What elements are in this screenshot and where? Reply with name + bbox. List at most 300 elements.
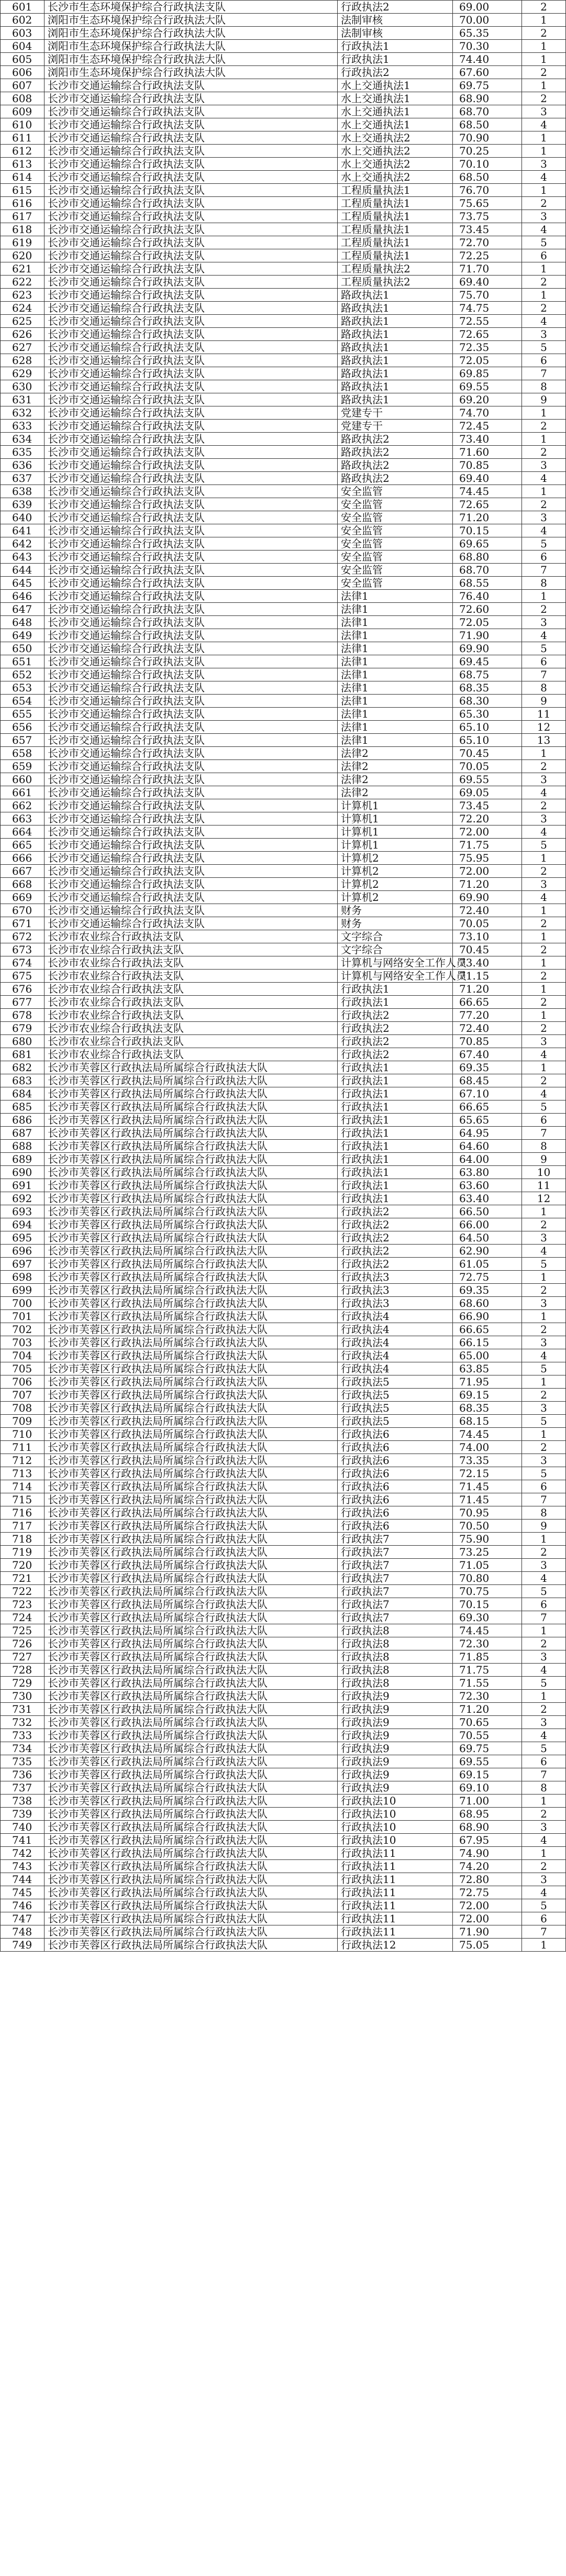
unit-name: 长沙市交通运输综合行政执法支队 — [45, 655, 338, 668]
rank: 1 — [522, 1428, 566, 1441]
rank: 5 — [522, 1100, 566, 1114]
table-row — [1, 446, 566, 459]
unit-name: 长沙市芙蓉区行政执法局所属综合行政执法大队 — [45, 1690, 338, 1703]
row-number: 624 — [1, 302, 45, 315]
table-row — [1, 197, 566, 210]
rank: 7 — [522, 1768, 566, 1781]
row-number: 678 — [1, 1009, 45, 1022]
rank: 2 — [522, 1022, 566, 1035]
table-row — [1, 354, 566, 367]
score: 65.10 — [453, 721, 522, 734]
position-name: 计算机与网络安全工作人员 — [338, 970, 453, 983]
rank: 3 — [522, 1454, 566, 1467]
unit-name: 长沙市交通运输综合行政执法支队 — [45, 891, 338, 904]
rank: 7 — [522, 1925, 566, 1939]
table-row — [1, 786, 566, 799]
row-number: 725 — [1, 1624, 45, 1637]
table-row — [1, 655, 566, 668]
position-name: 行政执法9 — [338, 1768, 453, 1781]
rank: 2 — [522, 943, 566, 956]
position-name: 行政执法8 — [338, 1624, 453, 1637]
rank: 2 — [522, 970, 566, 983]
unit-name: 长沙市交通运输综合行政执法支队 — [45, 249, 338, 262]
rank: 1 — [522, 1847, 566, 1860]
row-number: 736 — [1, 1768, 45, 1781]
row-number: 682 — [1, 1061, 45, 1074]
rank: 3 — [522, 1821, 566, 1834]
table-row — [1, 158, 566, 171]
position-name: 行政执法8 — [338, 1650, 453, 1664]
rank: 5 — [522, 537, 566, 551]
table-row — [1, 1009, 566, 1022]
row-number: 603 — [1, 27, 45, 40]
unit-name: 长沙市芙蓉区行政执法局所属综合行政执法大队 — [45, 1703, 338, 1716]
row-number: 664 — [1, 825, 45, 839]
row-number: 686 — [1, 1114, 45, 1127]
score: 66.65 — [453, 1323, 522, 1336]
position-name: 行政执法1 — [338, 1153, 453, 1166]
score: 68.90 — [453, 1821, 522, 1834]
row-number: 663 — [1, 812, 45, 825]
row-number: 634 — [1, 433, 45, 446]
table-row — [1, 1048, 566, 1061]
rank: 1 — [522, 1205, 566, 1218]
row-number: 704 — [1, 1349, 45, 1362]
row-number: 623 — [1, 289, 45, 302]
row-number: 723 — [1, 1598, 45, 1611]
rank: 3 — [522, 1873, 566, 1886]
score: 74.45 — [453, 485, 522, 498]
rank: 13 — [522, 734, 566, 747]
table-row — [1, 1284, 566, 1297]
table-row — [1, 708, 566, 721]
row-number: 628 — [1, 354, 45, 367]
table-row — [1, 145, 566, 158]
unit-name: 长沙市芙蓉区行政执法局所属综合行政执法大队 — [45, 1493, 338, 1506]
score: 72.70 — [453, 236, 522, 249]
unit-name: 长沙市交通运输综合行政执法支队 — [45, 197, 338, 210]
position-name: 水上交通执法2 — [338, 171, 453, 184]
rank: 2 — [522, 1, 566, 14]
position-name: 行政执法2 — [338, 66, 453, 79]
unit-name: 长沙市交通运输综合行政执法支队 — [45, 406, 338, 420]
position-name: 党建专干 — [338, 406, 453, 420]
table-row — [1, 1349, 566, 1362]
rank: 5 — [522, 1742, 566, 1755]
score: 70.00 — [453, 14, 522, 27]
position-name: 行政执法7 — [338, 1572, 453, 1585]
unit-name: 长沙市芙蓉区行政执法局所属综合行政执法大队 — [45, 1755, 338, 1768]
score: 71.75 — [453, 1664, 522, 1677]
row-number: 613 — [1, 158, 45, 171]
table-row — [1, 891, 566, 904]
table-row — [1, 721, 566, 734]
score: 63.40 — [453, 1192, 522, 1205]
score: 74.40 — [453, 53, 522, 66]
unit-name: 长沙市芙蓉区行政执法局所属综合行政执法大队 — [45, 1297, 338, 1310]
position-name: 行政执法11 — [338, 1912, 453, 1925]
position-name: 行政执法4 — [338, 1349, 453, 1362]
table-row — [1, 537, 566, 551]
rank: 2 — [522, 420, 566, 433]
unit-name: 长沙市交通运输综合行政执法支队 — [45, 315, 338, 328]
row-number: 641 — [1, 524, 45, 537]
rank: 2 — [522, 1546, 566, 1559]
position-name: 行政执法2 — [338, 1048, 453, 1061]
score: 69.55 — [453, 1755, 522, 1768]
row-number: 673 — [1, 943, 45, 956]
row-number: 719 — [1, 1546, 45, 1559]
rank: 4 — [522, 1572, 566, 1585]
unit-name: 长沙市芙蓉区行政执法局所属综合行政执法大队 — [45, 1362, 338, 1375]
score: 71.85 — [453, 1650, 522, 1664]
row-number: 632 — [1, 406, 45, 420]
position-name: 行政执法7 — [338, 1598, 453, 1611]
rank: 1 — [522, 983, 566, 996]
position-name: 计算机2 — [338, 878, 453, 891]
unit-name: 长沙市交通运输综合行政执法支队 — [45, 420, 338, 433]
unit-name: 长沙市农业综合行政执法支队 — [45, 943, 338, 956]
table-row — [1, 1402, 566, 1415]
position-name: 水上交通执法1 — [338, 118, 453, 131]
unit-name: 长沙市交通运输综合行政执法支队 — [45, 328, 338, 341]
table-row — [1, 1873, 566, 1886]
row-number: 605 — [1, 53, 45, 66]
rank: 3 — [522, 1336, 566, 1349]
table-row — [1, 1074, 566, 1087]
row-number: 738 — [1, 1795, 45, 1808]
unit-name: 长沙市交通运输综合行政执法支队 — [45, 917, 338, 930]
unit-name: 长沙市交通运输综合行政执法支队 — [45, 904, 338, 917]
rank: 2 — [522, 1218, 566, 1231]
unit-name: 长沙市交通运输综合行政执法支队 — [45, 459, 338, 472]
table-row — [1, 747, 566, 760]
position-name: 安全监管 — [338, 511, 453, 524]
row-number: 744 — [1, 1873, 45, 1886]
position-name: 行政执法4 — [338, 1310, 453, 1323]
table-row — [1, 865, 566, 878]
unit-name: 长沙市农业综合行政执法支队 — [45, 1022, 338, 1035]
position-name: 路政执法1 — [338, 367, 453, 380]
unit-name: 长沙市芙蓉区行政执法局所属综合行政执法大队 — [45, 1808, 338, 1821]
row-number: 618 — [1, 223, 45, 236]
table-row — [1, 917, 566, 930]
score: 70.85 — [453, 1035, 522, 1048]
row-number: 691 — [1, 1179, 45, 1192]
row-number: 729 — [1, 1677, 45, 1690]
score: 71.20 — [453, 983, 522, 996]
row-number: 731 — [1, 1703, 45, 1716]
table-row — [1, 1127, 566, 1140]
unit-name: 长沙市交通运输综合行政执法支队 — [45, 472, 338, 485]
score: 67.10 — [453, 1087, 522, 1100]
rank: 5 — [522, 236, 566, 249]
rank: 7 — [522, 367, 566, 380]
rank: 1 — [522, 40, 566, 53]
score: 72.55 — [453, 315, 522, 328]
score: 71.15 — [453, 970, 522, 983]
position-name: 行政执法6 — [338, 1467, 453, 1480]
row-number: 661 — [1, 786, 45, 799]
unit-name: 长沙市芙蓉区行政执法局所属综合行政执法大队 — [45, 1650, 338, 1664]
score: 74.20 — [453, 1860, 522, 1873]
row-number: 665 — [1, 839, 45, 852]
row-number: 675 — [1, 970, 45, 983]
row-number: 660 — [1, 773, 45, 786]
unit-name: 长沙市芙蓉区行政执法局所属综合行政执法大队 — [45, 1114, 338, 1127]
unit-name: 长沙市芙蓉区行政执法局所属综合行政执法大队 — [45, 1912, 338, 1925]
rank: 1 — [522, 289, 566, 302]
row-number: 706 — [1, 1375, 45, 1389]
row-number: 635 — [1, 446, 45, 459]
score: 68.70 — [453, 564, 522, 577]
row-number: 709 — [1, 1415, 45, 1428]
score: 64.50 — [453, 1231, 522, 1245]
rank: 2 — [522, 799, 566, 812]
rank: 1 — [522, 433, 566, 446]
row-number: 722 — [1, 1585, 45, 1598]
table-row — [1, 943, 566, 956]
position-name: 工程质量执法1 — [338, 197, 453, 210]
row-number: 670 — [1, 904, 45, 917]
position-name: 计算机1 — [338, 839, 453, 852]
position-name: 行政执法1 — [338, 1087, 453, 1100]
table-row — [1, 92, 566, 105]
rank: 2 — [522, 498, 566, 511]
score: 76.40 — [453, 590, 522, 603]
table-row — [1, 1375, 566, 1389]
position-name: 文字综合 — [338, 930, 453, 943]
table-row — [1, 1310, 566, 1323]
rank: 6 — [522, 551, 566, 564]
rank: 12 — [522, 721, 566, 734]
unit-name: 长沙市芙蓉区行政执法局所属综合行政执法大队 — [45, 1598, 338, 1611]
score: 68.35 — [453, 1402, 522, 1415]
rank: 3 — [522, 511, 566, 524]
table-row — [1, 1362, 566, 1375]
row-number: 611 — [1, 131, 45, 145]
table-row — [1, 799, 566, 812]
rank: 2 — [522, 1808, 566, 1821]
unit-name: 长沙市芙蓉区行政执法局所属综合行政执法大队 — [45, 1520, 338, 1533]
table-row — [1, 590, 566, 603]
unit-name: 长沙市芙蓉区行政执法局所属综合行政执法大队 — [45, 1140, 338, 1153]
rank: 8 — [522, 681, 566, 695]
unit-name: 长沙市芙蓉区行政执法局所属综合行政执法大队 — [45, 1572, 338, 1585]
rank: 1 — [522, 1533, 566, 1546]
score: 71.45 — [453, 1493, 522, 1506]
rank: 2 — [522, 302, 566, 315]
score: 72.40 — [453, 1022, 522, 1035]
score: 70.05 — [453, 917, 522, 930]
unit-name: 长沙市芙蓉区行政执法局所属综合行政执法大队 — [45, 1781, 338, 1795]
rank: 6 — [522, 354, 566, 367]
row-number: 666 — [1, 852, 45, 865]
table-row — [1, 380, 566, 393]
unit-name: 长沙市芙蓉区行政执法局所属综合行政执法大队 — [45, 1795, 338, 1808]
table-row — [1, 825, 566, 839]
score: 69.00 — [453, 1, 522, 14]
score: 75.95 — [453, 852, 522, 865]
table-row — [1, 1520, 566, 1533]
score: 70.85 — [453, 459, 522, 472]
score: 73.45 — [453, 799, 522, 812]
position-name: 行政执法4 — [338, 1362, 453, 1375]
score: 65.30 — [453, 708, 522, 721]
row-number: 687 — [1, 1127, 45, 1140]
position-name: 行政执法1 — [338, 1179, 453, 1192]
row-number: 626 — [1, 328, 45, 341]
rank: 1 — [522, 79, 566, 92]
score: 75.70 — [453, 289, 522, 302]
row-number: 739 — [1, 1808, 45, 1821]
table-row — [1, 695, 566, 708]
rank: 5 — [522, 839, 566, 852]
rank: 3 — [522, 105, 566, 118]
score: 69.55 — [453, 773, 522, 786]
table-row — [1, 1729, 566, 1742]
rank: 3 — [522, 773, 566, 786]
unit-name: 浏阳市生态环境保护综合行政执法大队 — [45, 40, 338, 53]
table-row — [1, 406, 566, 420]
results-table-body — [1, 1, 566, 1952]
score: 71.05 — [453, 1559, 522, 1572]
row-number: 700 — [1, 1297, 45, 1310]
position-name: 安全监管 — [338, 537, 453, 551]
score: 66.00 — [453, 1218, 522, 1231]
table-row — [1, 1795, 566, 1808]
unit-name: 长沙市交通运输综合行政执法支队 — [45, 590, 338, 603]
position-name: 水上交通执法2 — [338, 158, 453, 171]
unit-name: 长沙市交通运输综合行政执法支队 — [45, 380, 338, 393]
row-number: 707 — [1, 1389, 45, 1402]
score: 71.90 — [453, 629, 522, 642]
position-name: 行政执法6 — [338, 1506, 453, 1520]
score: 72.65 — [453, 328, 522, 341]
score: 70.75 — [453, 1585, 522, 1598]
position-name: 工程质量执法2 — [338, 262, 453, 276]
position-name: 路政执法1 — [338, 328, 453, 341]
position-name: 行政执法2 — [338, 1231, 453, 1245]
table-row — [1, 1114, 566, 1127]
score: 70.80 — [453, 1572, 522, 1585]
row-number: 612 — [1, 145, 45, 158]
unit-name: 长沙市交通运输综合行政执法支队 — [45, 184, 338, 197]
unit-name: 长沙市芙蓉区行政执法局所属综合行政执法大队 — [45, 1336, 338, 1349]
table-row — [1, 1585, 566, 1598]
row-number: 648 — [1, 616, 45, 629]
row-number: 746 — [1, 1899, 45, 1912]
score: 68.95 — [453, 1808, 522, 1821]
row-number: 653 — [1, 681, 45, 695]
unit-name: 长沙市农业综合行政执法支队 — [45, 996, 338, 1009]
rank: 7 — [522, 1611, 566, 1624]
table-row — [1, 904, 566, 917]
row-number: 727 — [1, 1650, 45, 1664]
unit-name: 长沙市芙蓉区行政执法局所属综合行政执法大队 — [45, 1061, 338, 1074]
row-number: 716 — [1, 1506, 45, 1520]
unit-name: 长沙市芙蓉区行政执法局所属综合行政执法大队 — [45, 1847, 338, 1860]
position-name: 水上交通执法1 — [338, 79, 453, 92]
score: 68.55 — [453, 577, 522, 590]
row-number: 668 — [1, 878, 45, 891]
position-name: 法制审核 — [338, 27, 453, 40]
rank: 4 — [522, 786, 566, 799]
row-number: 689 — [1, 1153, 45, 1166]
rank: 12 — [522, 1192, 566, 1205]
rank: 1 — [522, 406, 566, 420]
rank: 2 — [522, 917, 566, 930]
rank: 1 — [522, 262, 566, 276]
score: 68.70 — [453, 105, 522, 118]
table-row — [1, 262, 566, 276]
rank: 4 — [522, 472, 566, 485]
row-number: 741 — [1, 1834, 45, 1847]
unit-name: 长沙市芙蓉区行政执法局所属综合行政执法大队 — [45, 1428, 338, 1441]
table-row — [1, 341, 566, 354]
score: 66.15 — [453, 1336, 522, 1349]
rank: 7 — [522, 668, 566, 681]
table-row — [1, 760, 566, 773]
position-name: 行政执法11 — [338, 1899, 453, 1912]
unit-name: 长沙市芙蓉区行政执法局所属综合行政执法大队 — [45, 1467, 338, 1480]
position-name: 行政执法5 — [338, 1402, 453, 1415]
row-number: 608 — [1, 92, 45, 105]
rank: 4 — [522, 1349, 566, 1362]
table-row — [1, 276, 566, 289]
rank: 2 — [522, 1703, 566, 1716]
position-name: 法律1 — [338, 655, 453, 668]
table-row — [1, 367, 566, 380]
row-number: 715 — [1, 1493, 45, 1506]
table-row — [1, 1847, 566, 1860]
table-row — [1, 1441, 566, 1454]
rank: 1 — [522, 53, 566, 66]
position-name: 行政执法9 — [338, 1703, 453, 1716]
row-number: 735 — [1, 1755, 45, 1768]
position-name: 行政执法1 — [338, 983, 453, 996]
rank: 3 — [522, 328, 566, 341]
rank: 3 — [522, 1650, 566, 1664]
score: 76.70 — [453, 184, 522, 197]
position-name: 行政执法1 — [338, 1192, 453, 1205]
score: 68.15 — [453, 1415, 522, 1428]
rank: 6 — [522, 1598, 566, 1611]
unit-name: 长沙市交通运输综合行政执法支队 — [45, 79, 338, 92]
position-name: 行政执法11 — [338, 1925, 453, 1939]
unit-name: 长沙市交通运输综合行政执法支队 — [45, 734, 338, 747]
rank: 2 — [522, 760, 566, 773]
position-name: 路政执法1 — [338, 380, 453, 393]
row-number: 730 — [1, 1690, 45, 1703]
position-name: 计算机2 — [338, 865, 453, 878]
rank: 1 — [522, 184, 566, 197]
score: 71.95 — [453, 1375, 522, 1389]
row-number: 711 — [1, 1441, 45, 1454]
rank: 4 — [522, 171, 566, 184]
unit-name: 长沙市芙蓉区行政执法局所属综合行政执法大队 — [45, 1310, 338, 1323]
row-number: 627 — [1, 341, 45, 354]
rank: 4 — [522, 315, 566, 328]
table-row — [1, 1834, 566, 1847]
rank: 6 — [522, 1480, 566, 1493]
score: 69.75 — [453, 1742, 522, 1755]
row-number: 622 — [1, 276, 45, 289]
score: 73.40 — [453, 956, 522, 970]
table-row — [1, 603, 566, 616]
position-name: 行政执法3 — [338, 1284, 453, 1297]
position-name: 安全监管 — [338, 498, 453, 511]
